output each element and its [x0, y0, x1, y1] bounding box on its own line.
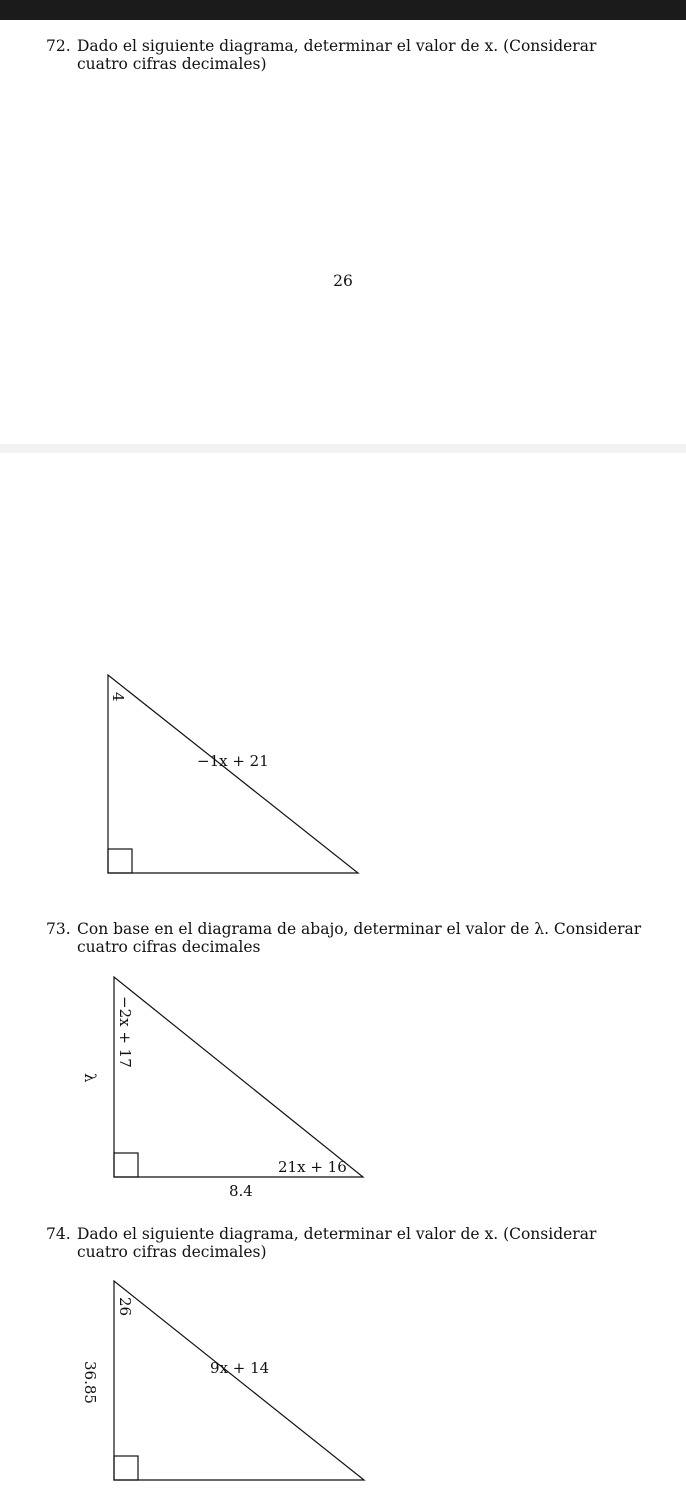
- problem-number: 74.: [46, 1225, 71, 1243]
- problem-text: Dado el siguiente diagrama, determinar el valor de x. (Considerar cuatro cifras decimales): [77, 1225, 597, 1261]
- problem-number: 73.: [46, 920, 71, 938]
- angle-label: −2x + 17: [116, 996, 134, 1068]
- angle-label: 4: [109, 692, 127, 702]
- triangle-73: [81, 977, 363, 1200]
- right-angle-marker: [114, 1456, 138, 1480]
- problem-text: Con base en el diagrama de abajo, determinar el valor de λ. Considerar cuatro cifras decimales: [77, 920, 642, 956]
- right-angle-marker: [114, 1153, 138, 1177]
- page-number: 26: [333, 272, 353, 290]
- triangle-72-outline: [108, 675, 358, 873]
- bottom-angle-label: 21x + 16: [278, 1158, 347, 1176]
- hypotenuse-label: 9x + 14: [210, 1359, 270, 1377]
- side-label: 36.85: [81, 1361, 99, 1404]
- base-label: 8.4: [229, 1182, 253, 1200]
- problem-number: 72.: [46, 37, 71, 55]
- problem-text: Dado el siguiente diagrama, determinar el valor de x. (Considerar cuatro cifras decimales): [77, 37, 597, 73]
- hypotenuse-label: −1x + 21: [197, 752, 269, 770]
- problem-74: [46, 1225, 646, 1261]
- triangle-74-outline: [114, 1281, 364, 1480]
- triangle-72: [108, 675, 358, 873]
- problem-73: [46, 920, 646, 956]
- angle-label: 26: [116, 1297, 134, 1317]
- side-label: λ: [81, 1073, 99, 1083]
- triangle-74: [81, 1281, 364, 1480]
- right-angle-marker: [108, 849, 132, 873]
- triangle-73-outline: [114, 977, 363, 1177]
